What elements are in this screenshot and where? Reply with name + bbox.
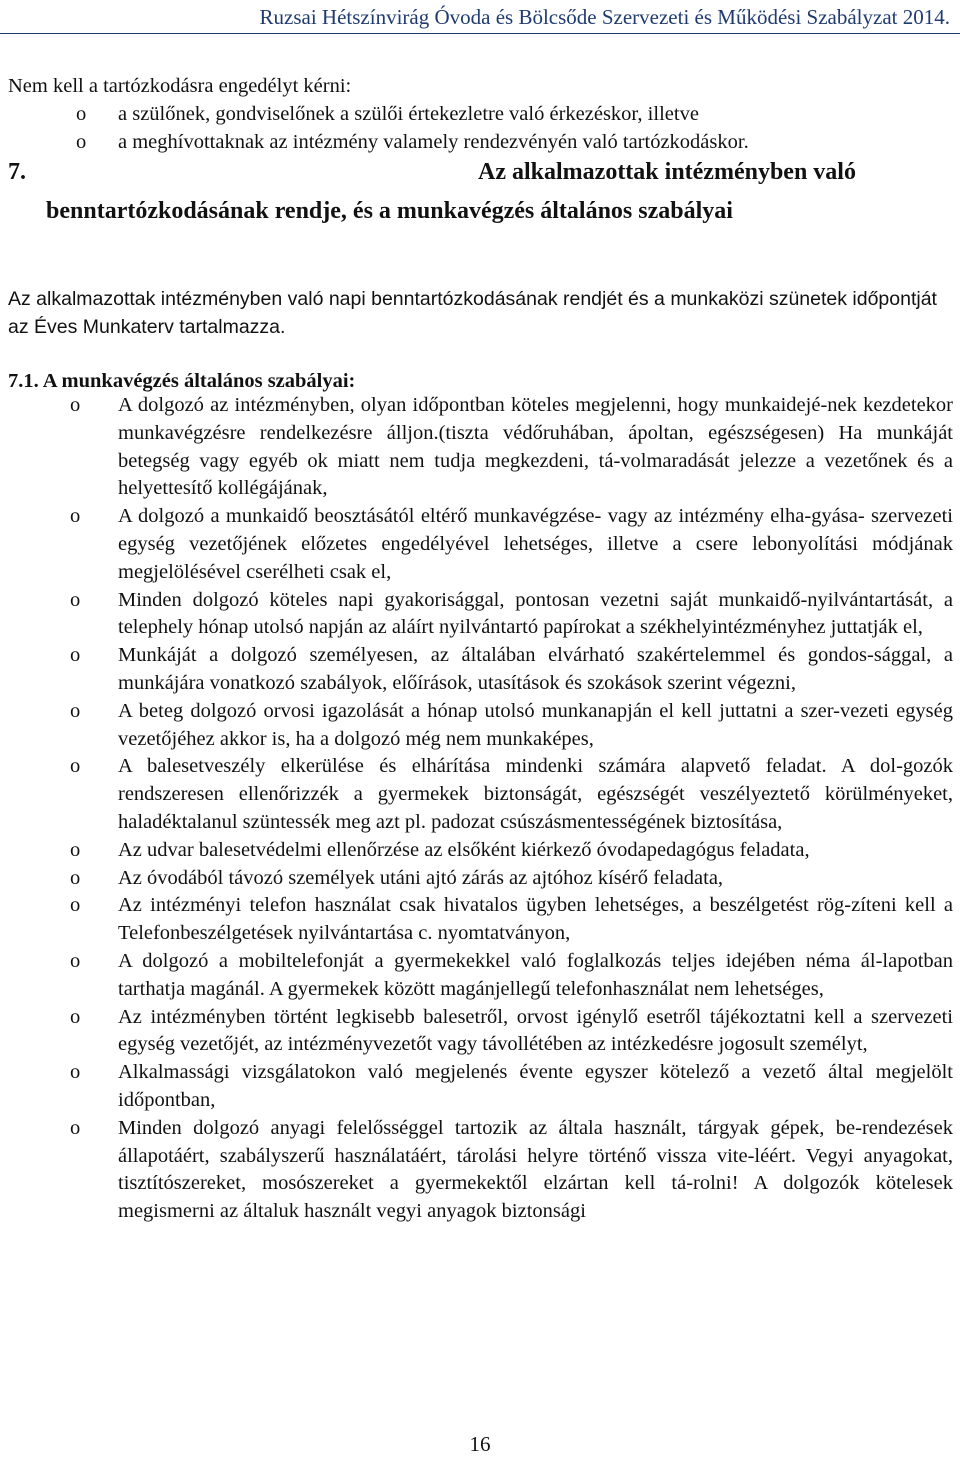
list-item-text: A dolgozó a munkaidő beosztásától eltérő munkavégzése- vagy az intézmény elha-gyása- szervezeti egység vezetőjének előzetes engedélyével lehetséges, illetve a csere lebonyolítási módjának megjelölésével cserélheti csak el, bbox=[118, 505, 953, 583]
bullet-icon: o bbox=[76, 102, 87, 125]
list-item-text: Minden dolgozó anyagi felelősséggel tartozik az általa használt, tárgyak gépek, be-rendezések állapotáért, szabályszerű használatáért, tárolási helyre történő vissza vite-léért. Vegyi anyagokat, tisztítószereket, mosószereket a gyermekektől elzártan kell tá-rolni! A dolgozók kötelesek megismerni az általuk használt vegyi anyagok biztonsági bbox=[118, 1116, 953, 1223]
bullet-icon: o bbox=[70, 699, 81, 722]
bullet-icon: o bbox=[70, 1005, 81, 1028]
intro-list-item bbox=[8, 129, 953, 157]
page-number: 16 bbox=[469, 1432, 491, 1456]
list-item bbox=[8, 1115, 953, 1226]
bullet-icon: o bbox=[70, 838, 81, 861]
list-item bbox=[8, 503, 953, 586]
bullet-icon: o bbox=[70, 505, 81, 528]
list-item-text: Az intézményben történt legkisebb balesetről, orvost igénylő esetről tájékoztatni kell a szervezeti egység vezetőjét, az intézményvezetőt vagy távollétében az intézkedésre jogosult személyt, bbox=[118, 1005, 953, 1056]
intro-item-text: a meghívottaknak az intézmény valamely rendezvényén való tartózkodáskor. bbox=[118, 130, 749, 153]
list-item-text: Minden dolgozó köteles napi gyakorisággal, pontosan vezetni saját munkaidő-nyilvántartását, a telephely hónap utolsó napján az aláírt nyilvántartó papírokat a székhelyintézményhez juttatják el, bbox=[118, 588, 953, 639]
section-title-line-1: Az alkalmazottak intézményben való bbox=[478, 159, 856, 185]
list-item bbox=[8, 948, 953, 1004]
list-item bbox=[8, 837, 953, 865]
list-item-text: A balesetveszély elkerülése és elhárítása mindenki számára alapvető feladat. A dol-gozók rendszeresen ellenőrizzék a gyermekek biztonságát, egészségét veszélyeztető körülményeket, haladéktalanul szüntessék meg azt pl. padozat csúszásmentességének biztosítása, bbox=[118, 755, 953, 833]
bullet-icon: o bbox=[70, 866, 81, 889]
subsection-title: 7.1. A munkavégzés általános szabályai: bbox=[8, 370, 356, 392]
intro-block bbox=[8, 73, 953, 156]
bullet-icon: o bbox=[70, 588, 81, 611]
bullet-icon: o bbox=[70, 949, 81, 972]
intro-list-item bbox=[8, 101, 953, 129]
bullet-icon: o bbox=[70, 394, 81, 416]
list-item bbox=[8, 642, 953, 698]
list-item-text: Az intézményi telefon használat csak hivatalos ügyben lehetséges, a beszélgetést rög-zíteni kell a Telefonbeszélgetések nyilvántartása c. nyomtatványon, bbox=[118, 894, 953, 945]
list-item-text: Alkalmassági vizsgálatokon való megjelenés évente egyszer kötelező a vezető által megjelölt időpontban, bbox=[118, 1061, 953, 1111]
intro-item-text: a szülőnek, gondviselőnek a szülői értekezletre való érkezéskor, illetve bbox=[118, 102, 699, 125]
list-item bbox=[8, 392, 953, 503]
section-number: 7. bbox=[8, 159, 26, 185]
bullet-icon: o bbox=[70, 1061, 81, 1084]
header-divider bbox=[0, 33, 960, 34]
bullet-icon: o bbox=[70, 644, 81, 667]
header-title: Ruzsai Hétszínvirág Óvoda és Bölcsőde Szervezeti és Működési Szabályzat 2014. bbox=[259, 5, 950, 29]
list-item bbox=[8, 865, 953, 893]
list-item-text: Az óvodából távozó személyek utáni ajtó zárás az ajtóhoz kísérő feladata, bbox=[118, 866, 724, 889]
bullet-icon: o bbox=[70, 894, 81, 917]
section-7-1-list bbox=[8, 392, 953, 1226]
list-item bbox=[8, 892, 953, 948]
list-item-text: Az udvar balesetvédelmi ellenőrzése az elsőként kiérkező óvodapedagógus feladata, bbox=[118, 838, 810, 861]
section-title-line-2: benntartózkodásának rendje, és a munkavégzés általános szabályai bbox=[46, 198, 733, 224]
page-footer bbox=[0, 1431, 960, 1457]
page-header bbox=[0, 4, 960, 30]
list-item-text: A beteg dolgozó orvosi igazolását a hónap utolsó munkanapján el kell juttatni a szer-vezeti egység vezetőjéhez akkor is, ha a dolgozó még nem munkaképes, bbox=[118, 699, 953, 750]
list-item bbox=[8, 698, 953, 754]
bullet-icon: o bbox=[70, 755, 81, 778]
list-item bbox=[8, 1059, 953, 1115]
list-item bbox=[8, 753, 953, 836]
list-item bbox=[8, 1004, 953, 1060]
bullet-icon: o bbox=[76, 130, 87, 153]
list-item bbox=[8, 587, 953, 643]
list-item-text: A dolgozó az intézményben, olyan időpontban köteles megjelenni, hogy munkaidejé-nek kezdetekor munkavégzésre rendelkezésre álljon.(tiszta védőruhában, ápoltan, egészségesen) Ha munkáját betegség vagy egyéb ok miatt nem tudja megkezdeni, tá-volmaradását jelezze a vezetőnek és a helyettesítő kollégájának, bbox=[118, 394, 953, 500]
list-item-text: Munkáját a dolgozó személyesen, az általában elvárható szakértelemmel és gondos-sággal, a munkájára vonatkozó szabályok, előírások, utasítások és szokások szerint végezni, bbox=[118, 644, 953, 694]
list-item-text: A dolgozó a mobiltelefonját a gyermekekkel való foglalkozás teljes idejében néma ál-lapotban tarthatja magánál. A gyermekek között magánjellegű telefonhasználat nem lehetséges, bbox=[118, 949, 953, 1000]
intro-lead: Nem kell a tartózkodásra engedélyt kérni: bbox=[8, 75, 352, 97]
section-7-paragraph: Az alkalmazottak intézményben való napi benntartózkodásának rendjét és a munkaközi szünetek időpontját az Éves Munkaterv tartalmazza. bbox=[8, 288, 937, 338]
bullet-icon: o bbox=[70, 1116, 81, 1139]
